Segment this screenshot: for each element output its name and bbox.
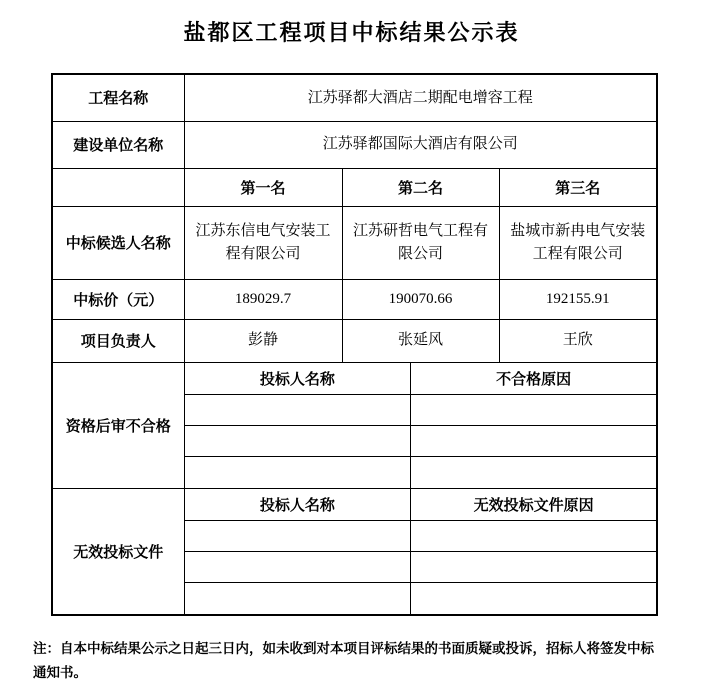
table-row	[52, 488, 657, 615]
price-label: 中标价（元）	[52, 279, 184, 319]
manager-first: 彭静	[184, 319, 342, 362]
invalid-reason-cell	[411, 552, 656, 583]
table-row	[52, 168, 657, 206]
postqual-reason-cell	[411, 395, 656, 426]
postqual-bidder-cell	[185, 426, 411, 457]
invalid-bid-subtable	[185, 489, 657, 614]
table-row	[185, 583, 657, 614]
invalid-bidder-cell	[185, 583, 411, 614]
invalid-bidder-header: 投标人名称	[185, 489, 411, 521]
postqual-reason-header: 不合格原因	[411, 363, 656, 395]
project-name-label: 工程名称	[52, 74, 184, 121]
rank-empty-cell	[52, 168, 184, 206]
footnote: 注：自本中标结果公示之日起三日内，如未收到对本项目评标结果的书面质疑或投诉，招标人将签发中标通知书。	[33, 641, 654, 680]
rank-first-header: 第一名	[184, 168, 342, 206]
table-row	[185, 363, 657, 395]
invalid-bidder-cell	[185, 521, 411, 552]
table-row	[185, 457, 657, 488]
postqual-bidder-cell	[185, 395, 411, 426]
candidate-second: 江苏研哲电气工程有限公司	[342, 206, 499, 279]
invalid-bidder-cell	[185, 552, 411, 583]
table-row	[52, 206, 657, 279]
invalid-reason-header: 无效投标文件原因	[411, 489, 656, 521]
table-row	[185, 552, 657, 583]
invalid-reason-cell	[411, 583, 656, 614]
manager-third: 王欣	[499, 319, 657, 362]
table-row	[52, 362, 657, 488]
price-first: 189029.7	[184, 279, 342, 319]
postqual-reason-cell	[411, 426, 656, 457]
manager-second: 张延风	[342, 319, 499, 362]
project-name-value: 江苏驿都大酒店二期配电增容工程	[184, 74, 657, 121]
table-row	[52, 279, 657, 319]
owner-name-value: 江苏驿都国际大酒店有限公司	[184, 121, 657, 168]
postqualification-subtable	[185, 363, 657, 488]
table-row	[52, 319, 657, 362]
manager-label: 项目负责人	[52, 319, 184, 362]
table-row	[185, 426, 657, 457]
invalid-bid-label: 无效投标文件	[52, 488, 184, 615]
page-title: 盐都区工程项目中标结果公示表	[183, 20, 520, 45]
postqualification-subtable-cell	[184, 362, 657, 488]
rank-third-header: 第三名	[499, 168, 657, 206]
owner-name-label: 建设单位名称	[52, 121, 184, 168]
postqual-reason-cell	[411, 457, 656, 488]
postqual-bidder-header: 投标人名称	[185, 363, 411, 395]
table-row	[185, 395, 657, 426]
bid-result-table	[51, 73, 658, 616]
candidate-third: 盐城市新冉电气安装工程有限公司	[499, 206, 657, 279]
price-third: 192155.91	[499, 279, 657, 319]
table-row	[185, 489, 657, 521]
candidate-first: 江苏东信电气安装工程有限公司	[184, 206, 342, 279]
candidates-label: 中标候选人名称	[52, 206, 184, 279]
table-row	[52, 74, 657, 121]
price-second: 190070.66	[342, 279, 499, 319]
invalid-bid-subtable-cell	[184, 488, 657, 615]
rank-second-header: 第二名	[342, 168, 499, 206]
postqual-bidder-cell	[185, 457, 411, 488]
postqualification-label: 资格后审不合格	[52, 362, 184, 488]
table-row	[52, 121, 657, 168]
invalid-reason-cell	[411, 521, 656, 552]
table-row	[185, 521, 657, 552]
